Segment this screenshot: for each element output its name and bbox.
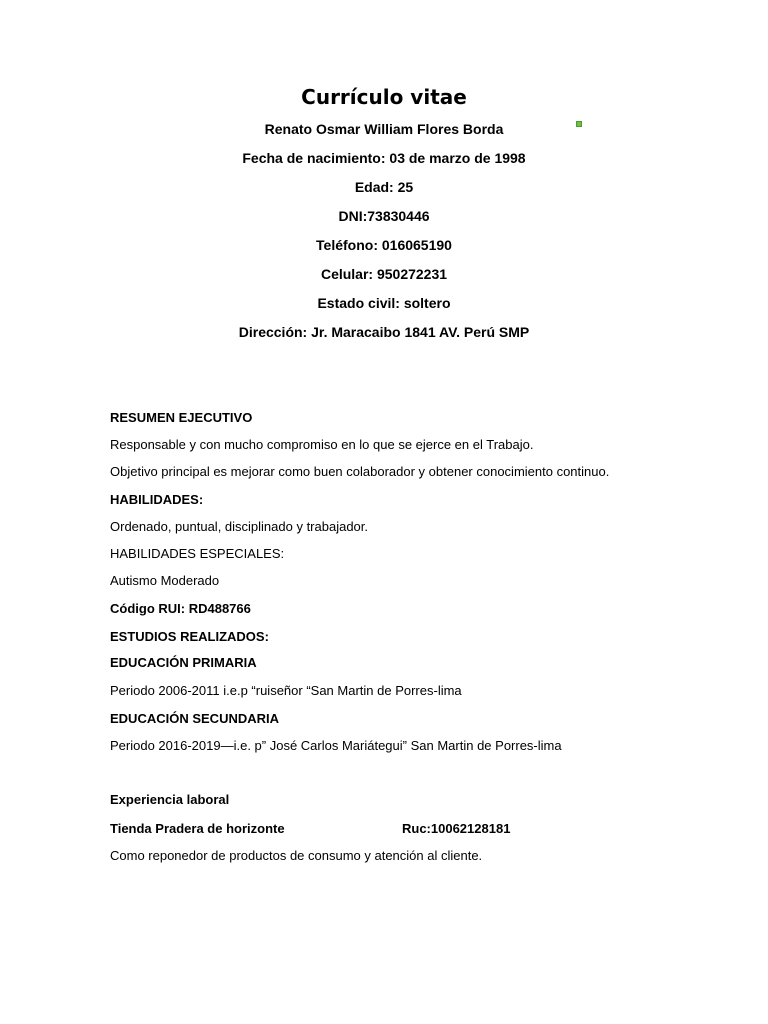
header-phone: Teléfono: 016065190	[316, 237, 452, 253]
secondary-education-text: Periodo 2016-2019—i.e. p” José Carlos Mariátegui” San Martin de Porres-lima	[110, 738, 562, 753]
summary-line-2: Objetivo principal es mejorar como buen colaborador y obtener conocimiento continuo.	[110, 464, 610, 479]
summary-line-1: Responsable y con mucho compromiso en lo que se ejerce en el Trabajo.	[110, 437, 534, 452]
document-title: Currículo vitae	[301, 85, 467, 109]
header-dni: DNI:73830446	[338, 208, 430, 224]
summary-heading: RESUMEN EJECUTIVO	[110, 410, 253, 425]
header-age: Edad: 25	[354, 179, 414, 195]
secondary-education-heading: EDUCACIÓN SECUNDARIA	[110, 711, 280, 726]
special-skills-text: Autismo Moderado	[110, 573, 220, 588]
primary-education-text: Periodo 2006-2011 i.e.p “ruiseñor “San Martin de Porres-lima	[110, 683, 462, 698]
experience-description: Como reponedor de productos de consumo y atención al cliente.	[110, 848, 483, 863]
experience-company: Tienda Pradera de horizonte	[110, 821, 285, 836]
header-civil-status: Estado civil: soltero	[317, 295, 451, 311]
header-birth-date: Fecha de nacimiento: 03 de marzo de 1998	[242, 150, 526, 166]
primary-education-heading: EDUCACIÓN PRIMARIA	[110, 655, 257, 670]
header-name: Renato Osmar William Flores Borda	[264, 121, 504, 137]
experience-heading: Experiencia laboral	[110, 792, 230, 807]
special-skills-heading: HABILIDADES ESPECIALES:	[110, 546, 285, 561]
rui-code: Código RUI: RD488766	[110, 601, 251, 616]
header-mobile: Celular: 950272231	[320, 266, 448, 282]
education-heading: ESTUDIOS REALIZADOS:	[110, 629, 269, 644]
experience-ruc: Ruc:10062128181	[402, 821, 511, 836]
skills-heading: HABILIDADES:	[110, 492, 204, 507]
header-address: Dirección: Jr. Maracaibo 1841 AV. Perú SMP	[238, 324, 530, 340]
skills-text: Ordenado, puntual, disciplinado y trabajador.	[110, 519, 369, 534]
